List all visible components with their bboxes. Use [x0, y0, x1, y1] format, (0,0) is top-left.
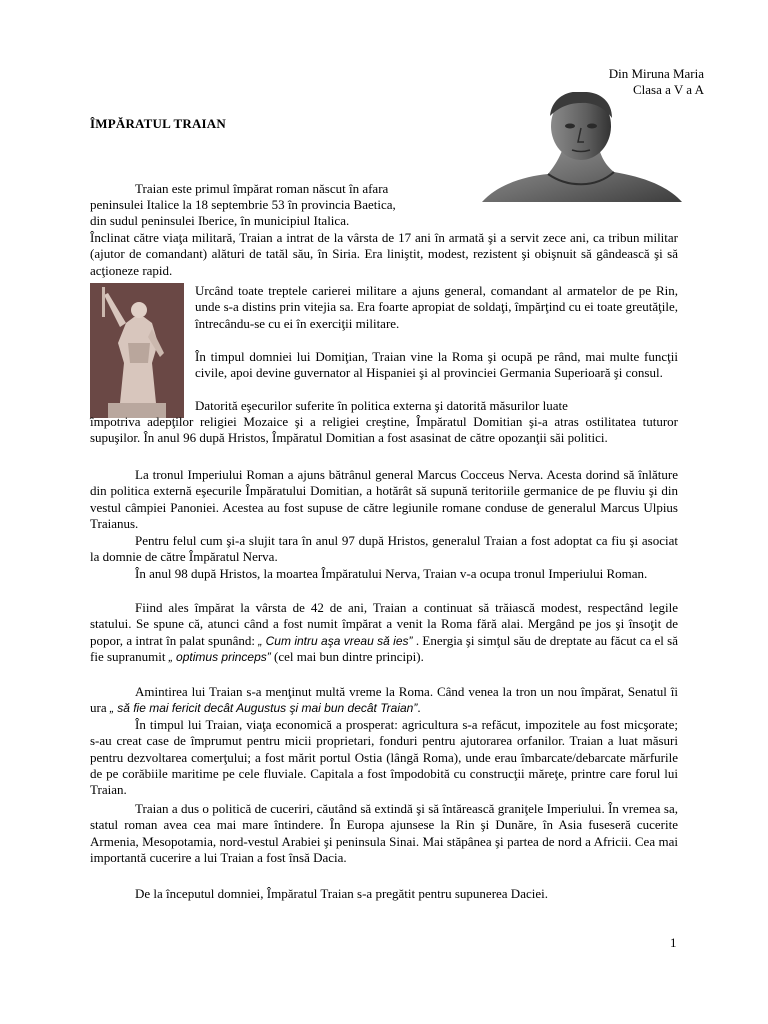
text-line: peninsulei Italice la 18 septembrie 53 în provincia Baetica, — [90, 197, 396, 212]
paragraph-birth-cont — [90, 197, 478, 230]
paragraph-text: împotriva adepţilor religiei Mozaice şi a religiei creştine, Împăratul Domitian şi-a atras ostilitatea tuturor supuşilor. În anul 96 după Hristos, Împăratul Domitian a fost asasinat de către opozanţii săi politici. — [90, 414, 678, 446]
text-line: Traian este primul împărat roman născut în afara — [135, 181, 389, 196]
bust-portrait-icon — [478, 92, 686, 202]
paragraph-failures-start — [195, 398, 678, 414]
text-run: . Energia şi simţul său de dreptate au făcut ca el să fie supranumit — [90, 632, 679, 664]
author-name: Din Miruna Maria — [608, 66, 704, 81]
paragraph-emperor — [90, 600, 678, 665]
paragraph-text: În anul 98 după Hristos, la moartea Împăratului Nerva, Traian v-a ocupa tronul Imperiului Roman. — [135, 566, 648, 581]
paragraph-throne — [90, 566, 678, 582]
paragraph-nerva — [90, 467, 678, 532]
paragraph-birth — [90, 181, 478, 197]
quote-text: „ să fie mai fericit decât Augustus şi mai bun decât Traian” — [109, 701, 418, 716]
paragraph-text: Urcând toate treptele carierei militare a ajuns general, comandant al armatelor de pe Rin, unde s-a distins prin vitejia sa. Era foarte apropiat de soldaţi, împărţind cu ei toate greutăţile, întrecându-se cu ei în exerciţii militare. — [195, 283, 678, 331]
author-class: Clasa a V a A — [632, 82, 704, 97]
statue-icon — [90, 283, 184, 418]
paragraph-career — [195, 283, 678, 332]
paragraph-text: În timpul domniei lui Domiţian, Traian vine la Roma şi ocupă pe rând, mai multe funcţii civile, apoi devine guvernator al Hispaniei şi al provinciei Germania Superioară şi consul. — [195, 349, 678, 381]
paragraph-text: De la începutul domniei, Împăratul Traian s-a pregătit pentru supunerea Daciei. — [135, 886, 548, 901]
paragraph-failures — [90, 414, 678, 447]
text-run: . — [417, 700, 421, 716]
paragraph-text: Pentru felul cum şi-a slujit tara în anul 97 după Hristos, generalul Traian a fost adoptat ca fiu şi asociat la domnie de către Împăratul Nerva. — [90, 533, 678, 565]
paragraph-memory — [90, 684, 678, 717]
paragraph-conquests — [90, 801, 678, 866]
paragraph-dacia — [90, 886, 678, 902]
paragraph-text — [90, 684, 678, 717]
text-run: Amintirea lui Traian s-a menţinut multă vreme la Roma. Când venea la tron un nou împărat, Senatul îi ura — [90, 684, 678, 716]
page-title: ÎMPĂRATUL TRAIAN — [90, 116, 226, 131]
quote-text: „ optimus princeps” — [168, 649, 271, 664]
paragraph-text: Înclinat către viaţa militară, Traian a intrat de la vârsta de 17 ani în armată şi a servit zece ani, ca tribun militar (ajutor de comandant) alături de tatăl său, în Siria. Era liniştit, modest, rezistent şi obişnuit să gândească şi să acţioneze rapid. — [90, 230, 678, 278]
page-number: 1 — [670, 935, 677, 950]
quote-text: „ Cum intru aşa vreau să ies” — [258, 633, 416, 648]
paragraph-military — [90, 230, 678, 279]
text-run: (cel mai bun dintre principi). — [270, 648, 424, 664]
text-line: din sudul peninsulei Iberice, în municipiul Italica. — [90, 213, 350, 229]
paragraph-text — [90, 600, 678, 665]
text-run: Fiind ales împărat la vârsta de 42 de ani, Traian a continuat să trăiască modest, respectând legile statului. Se spune că, atunci când a fost numit împărat a venit la Roma fără alai. Mergând pe jos şi însoţit de popor, a intrat în palat spunând: — [90, 600, 678, 648]
paragraph-text: Datorită eşecurilor suferite în politica externa şi datorită măsurilor luate — [195, 398, 568, 413]
paragraph-adoption — [90, 533, 678, 566]
paragraph-text: La tronul Imperiului Roman a ajuns bătrânul general Marcus Cocceus Nerva. Acesta dorind să înlăture din politica externă eşecurile Împăratului Domitian, a hotărât să supună teritoriile germanice de pe fluviu şi din vestul câmpiei Panoniei. Acestea au fost supuse de către legiunile romane conduse de generalul Marcus Ulpius Traianus. — [90, 467, 678, 531]
paragraph-text: În timpul lui Traian, viaţa economică a prosperat: agricultura s-a refăcut, impozitele au fost micşorate; s-au creat case de împrumut pentru micii proprietari, fonduri pentru ajutorarea orfanilor. Traian a luat măsuri pentru dezvoltarea comerţului; a fost mărit portul Ostia (lângă Roma), unde erau îmbarcate/debarcate mărfurile de pe corăbiile maritime pe cele fluviale. Capitala a fost împodobită cu construcţii măreţe, printre care forul lui Traian. — [90, 717, 678, 798]
paragraph-text: Traian a dus o politică de cuceriri, căutând să extindă şi să întărească graniţele Imperiului. În vremea sa, statul roman avea cea mai mare întindere. În Europa ajunsese la Rin şi Dunăre, în Asia fuseseră cucerite Armenia, Mesopotamia, nord-vestul Arabiei şi peninsula Sinai. Mai stăpânea şi partea de nord a Africii. Cea mai importantă cucerire a lui Traian a fost însă Dacia. — [90, 801, 678, 865]
paragraph-economy — [90, 717, 678, 798]
paragraph-domitian — [195, 349, 678, 382]
